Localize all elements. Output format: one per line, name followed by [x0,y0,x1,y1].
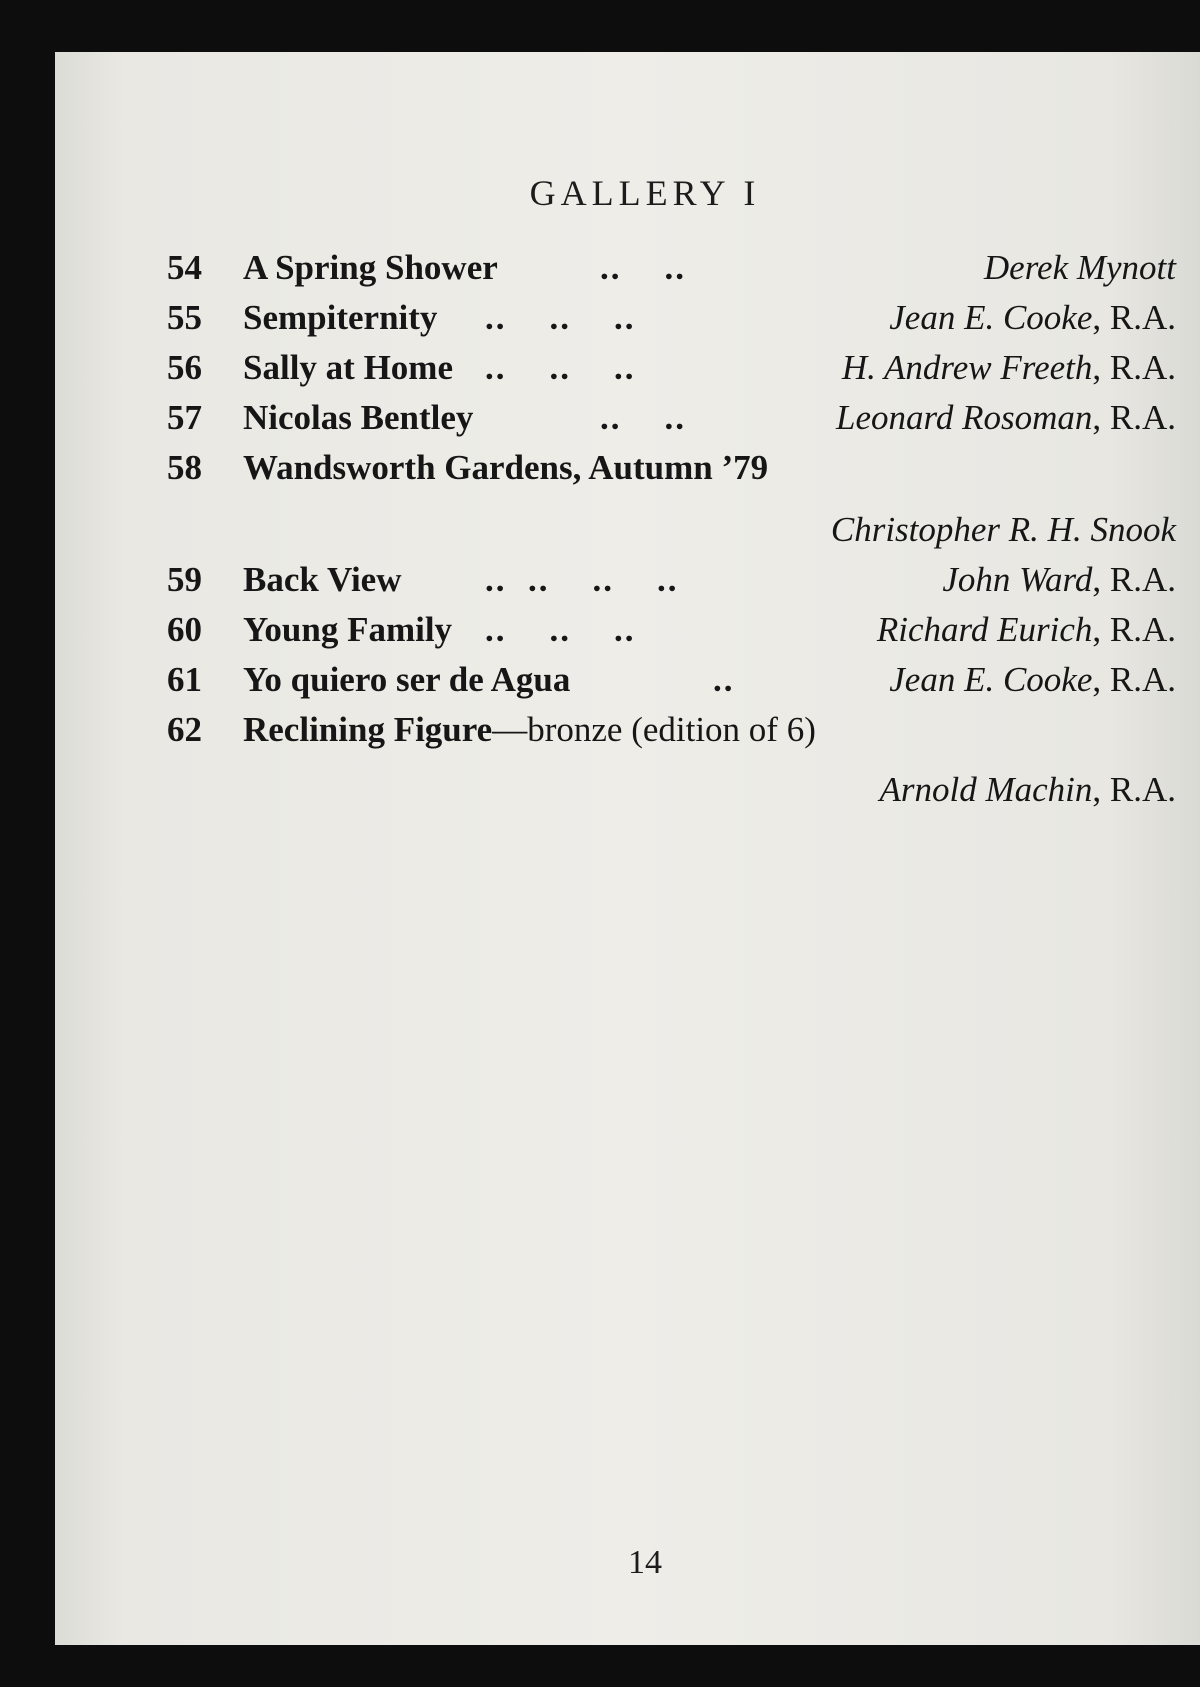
entry-artist [889,298,1176,338]
entry-number: 60 [167,610,202,649]
artist-name: H. Andrew Freeth [841,348,1093,387]
entry-title: Sempiternity [243,298,438,337]
entry-number: 54 [167,248,202,287]
catalogue-entry [55,560,1200,608]
dot-leaders: .. .. .. [485,610,636,649]
artist-suffix: , R.A. [1092,560,1176,599]
entry-number: 56 [167,348,202,387]
entry-artist [831,510,1176,550]
artist-name: Arnold Machin [879,770,1093,809]
catalogue-entry [55,448,1200,496]
entry-artist [942,560,1176,600]
dot-leaders: .. .. [600,398,686,437]
entry-title: Back View [243,560,402,599]
artist-suffix: , R.A. [1092,348,1176,387]
artist-name: Christopher R. H. Snook [830,510,1176,549]
dot-leaders: .. .. [600,248,686,287]
entry-title: A Spring Shower [243,248,498,287]
catalogue-entry [55,248,1200,296]
entry-artist [889,660,1176,700]
entry-number: 61 [167,660,202,699]
catalogue-page [55,52,1200,1645]
catalogue-entry [55,298,1200,346]
catalogue-entry [55,610,1200,658]
artist-suffix: , R.A. [1092,298,1176,337]
entry-title: Yo quiero ser de Agua [243,660,571,699]
entry-number: 57 [167,398,202,437]
entry-artist [879,770,1176,810]
artist-name: John Ward [942,560,1093,599]
entry-title: Young Family [243,610,453,649]
artist-suffix: , R.A. [1092,660,1176,699]
entry-number: 59 [167,560,202,599]
entry-title-text: Reclining Figure [243,710,493,749]
entry-title: Nicolas Bentley [243,398,474,437]
dot-leaders: .. .. .. [485,348,636,387]
artist-suffix: , R.A. [1092,770,1176,809]
entry-title [243,710,816,750]
artist-name: Richard Eurich [876,610,1093,649]
dot-leaders: .. [713,660,735,699]
entry-number: 62 [167,710,202,749]
artist-suffix: , R.A. [1092,398,1176,437]
entry-medium: —bronze (edition of 6) [492,710,816,749]
artist-name: Leonard Rosoman [836,398,1093,437]
dot-leaders: .. .. .. .. [485,560,679,599]
catalogue-entry [55,660,1200,708]
entry-title: Sally at Home [243,348,453,387]
entry-artist [836,398,1176,438]
entry-number: 55 [167,298,202,337]
artist-name: Jean E. Cooke [889,660,1093,699]
page-number: 14 [628,1544,662,1581]
entry-artist [877,610,1176,650]
dot-leaders: .. .. .. [485,298,636,337]
catalogue-entry [55,398,1200,446]
entry-artist [984,248,1176,288]
catalogue-entry [55,348,1200,396]
gallery-heading: GALLERY I [529,173,761,213]
artist-suffix: , R.A. [1092,610,1176,649]
catalogue-entry [55,710,1200,758]
artist-name: Derek Mynott [983,248,1176,287]
entry-title: Wandsworth Gardens, Autumn ’79 [243,448,769,487]
artist-name: Jean E. Cooke [889,298,1093,337]
entry-number: 58 [167,448,202,487]
entry-artist [842,348,1176,388]
